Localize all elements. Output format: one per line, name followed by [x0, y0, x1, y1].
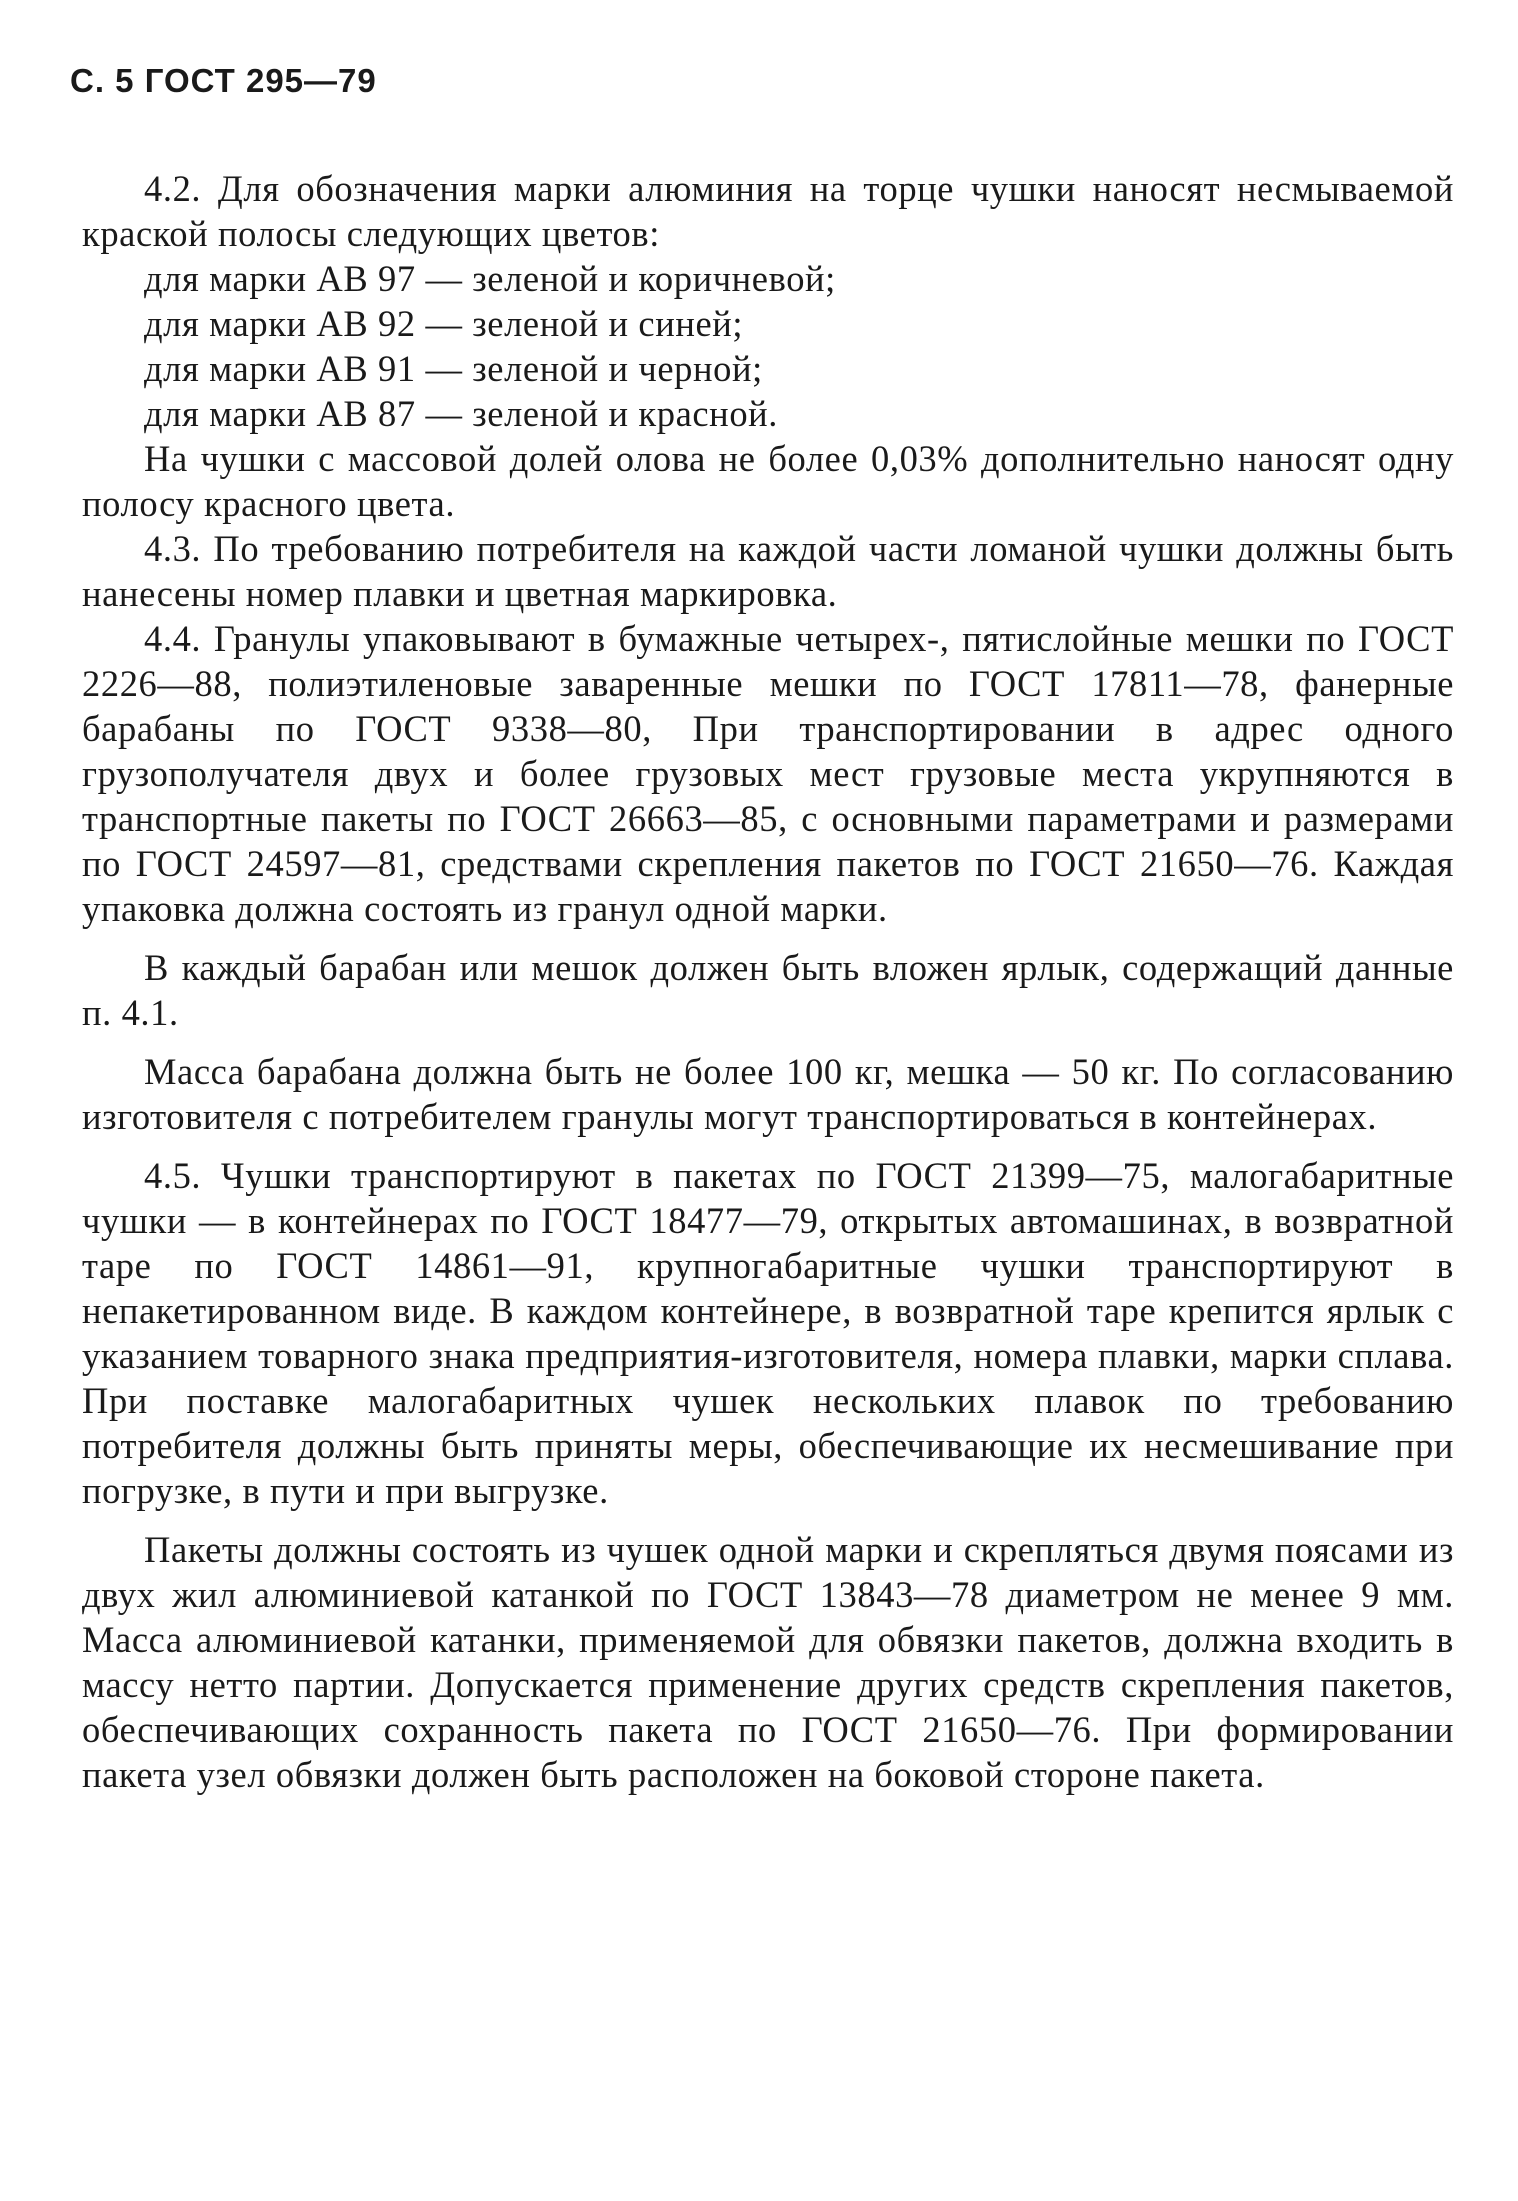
list-item-av97: для марки АВ 97 — зеленой и коричневой; [144, 258, 836, 299]
list-item-av91: для марки АВ 91 — зеленой и черной; [144, 348, 763, 389]
page-header: С. 5 ГОСТ 295—79 [70, 62, 377, 99]
paragraph-4-4-mass: Масса барабана должна быть не более 100 кг, мешка — 50 кг. По согласованию изготовителя с потребителем гранулы могут транспортироваться в контейнерах. [82, 1051, 1454, 1137]
paragraph-4-3: 4.3. По требованию потребителя на каждой части ломаной чушки должны быть нанесены номер плавки и цветная маркировка. [82, 528, 1454, 614]
paragraph-4-5-packets: Пакеты должны состоять из чушек одной марки и скрепляться двумя поясами из двух жил алюминиевой катанкой по ГОСТ 13843—78 диаметром не менее 9 мм. Масса алюминиевой катанки, применяемой для обвязки пакетов, должна входить в массу нетто партии. Допускается применение других средств скрепления пакетов, обеспечивающих сохранность пакета по ГОСТ 21650—76. При формировании пакета узел обвязки должен быть расположен на боковой стороне пакета. [82, 1529, 1454, 1795]
paragraph-4-5: 4.5. Чушки транспортируют в пакетах по ГОСТ 21399—75, малогабаритные чушки — в контейнерах по ГОСТ 18477—79, открытых автомашинах, в возвратной таре по ГОСТ 14861—91, крупногабаритные чушки транспортируют в непакетированном виде. В каждом контейнере, в возвратной таре крепится ярлык с указанием товарного знака предприятия-изготовителя, номера плавки, марки сплава. При поставке малогабаритных чушек нескольких плавок по требованию потребителя должны быть приняты меры, обеспечивающие их несмешивание при погрузке, в пути и при выгрузке. [82, 1155, 1454, 1511]
list-item-av87: для марки АВ 87 — зеленой и красной. [144, 393, 779, 434]
paragraph-4-2-tail: На чушки с массовой долей олова не более 0,03% дополнительно наносят одну полосу красного цвета. [82, 438, 1454, 524]
body-text [82, 166, 1454, 1797]
paragraph-4-4-label: В каждый барабан или мешок должен быть вложен ярлык, содержащий данные п. 4.1. [82, 947, 1454, 1033]
paragraph-4-4: 4.4. Гранулы упаковывают в бумажные четырех-, пятислойные мешки по ГОСТ 2226—88, полиэтиленовые заваренные мешки по ГОСТ 17811—78, фанерные барабаны по ГОСТ 9338—80, При транспортировании в адрес одного грузополучателя двух и более грузовых мест грузовые места укрупняются в транспортные пакеты по ГОСТ 26663—85, с основными параметрами и размерами по ГОСТ 24597—81, средствами скрепления пакетов по ГОСТ 21650—76. Каждая упаковка должна состоять из гранул одной марки. [82, 618, 1454, 929]
paragraph-4-2-intro: 4.2. Для обозначения марки алюминия на торце чушки наносят несмываемой краской полосы следующих цветов: [82, 168, 1454, 254]
list-item-av92: для марки АВ 92 — зеленой и синей; [144, 303, 744, 344]
